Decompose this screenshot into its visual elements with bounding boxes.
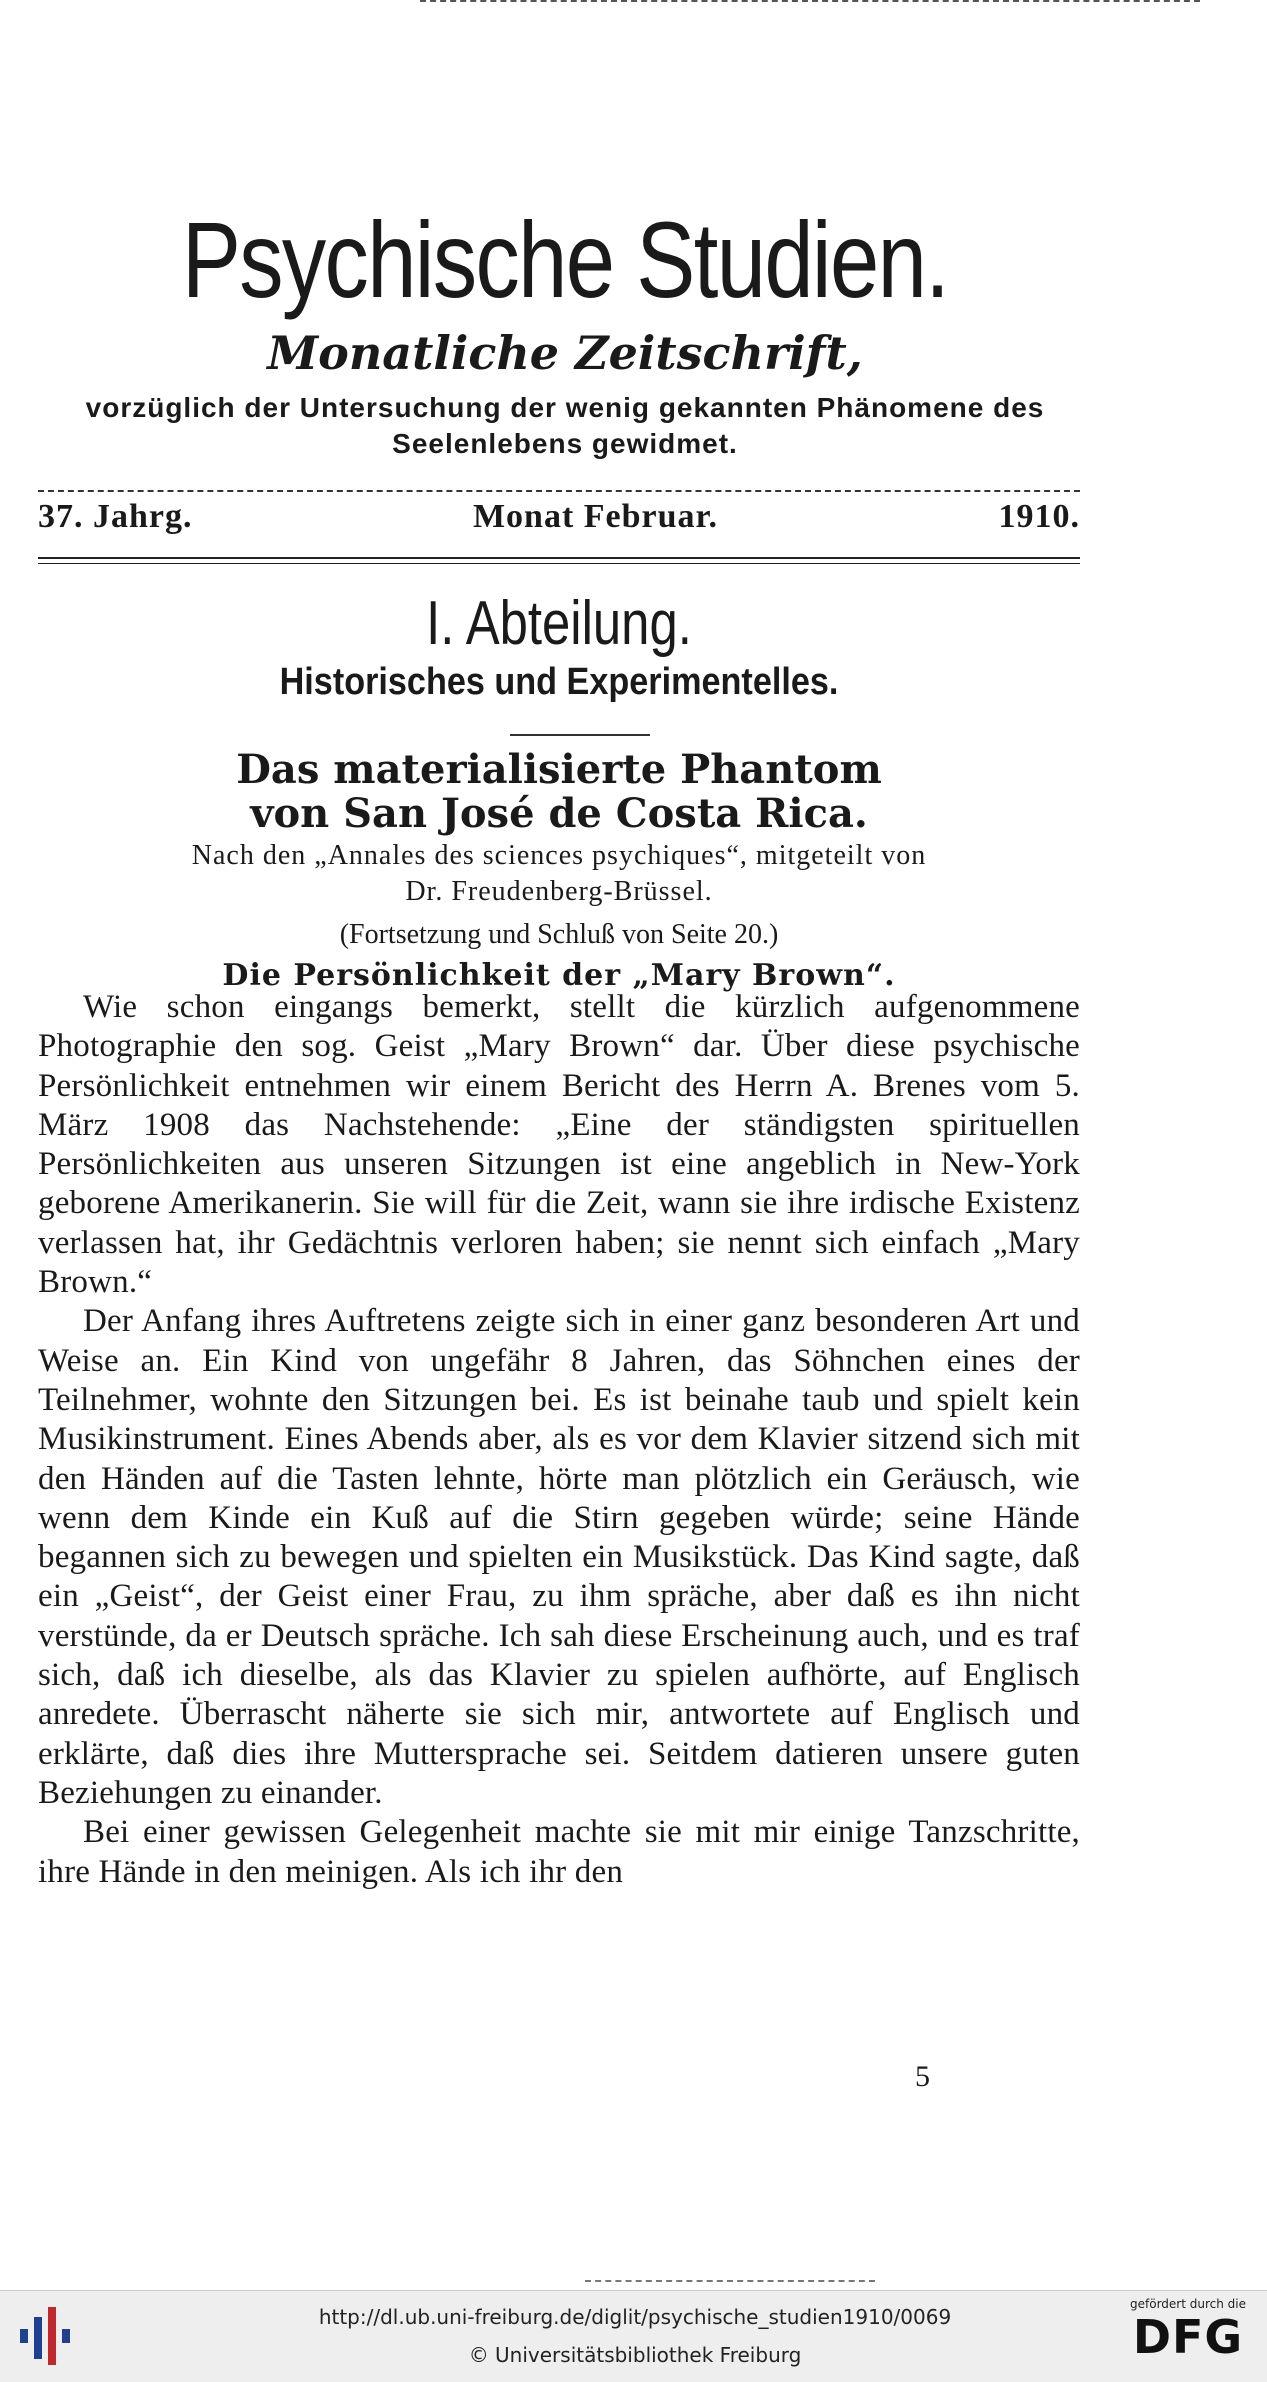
article-body — [38, 988, 1080, 1892]
issue-volume: 37. Jahrg. — [38, 498, 193, 535]
divider-dashed — [38, 490, 1080, 492]
page-number: 5 — [915, 2060, 930, 2093]
article-source-line-2: Dr. Freudenberg-Brüssel. — [405, 876, 713, 907]
journal-tagline — [50, 390, 1080, 462]
article-source-line-1: Nach den „Annales des sciences psychiques“, mitgeteilt von — [191, 840, 927, 871]
body-paragraph: Der Anfang ihres Auftretens zeigte sich in einer ganz besonderen Art und Weise an. Ein Kind von ungefähr 8 Jahren, das Söhnchen eines der Teilnehmer, wohnte den Sitzungen bei. Es ist beinahe taub und spielt kein Musikinstrument. Eines Abends aber, als es vor dem Klavier sitzend sich mit den Händen auf die Tasten lehnte, hörte man plötzlich ein Geräusch, wie wenn dem Kinde ein Kuß auf die Stirn gegeben würde; seine Hände begannen sich zu bewegen und spielten ein Musikstück. Das Kind sagte, daß ein „Geist“, der Geist einer Frau, zu ihm spräche, aber daß es ihn nicht verstünde, da er Deutsch spräche. Ich sah diese Erscheinung auch, und es traf sich, daß ich dieselbe, als das Klavier zu spielen aufhörte, auf Englisch anredete. Überrascht näherte sie sich mir, antwortete auf Englisch und erklärte, daß dies ihre Muttersprache sei. Seitdem datieren unsere guten Beziehungen zu einander. — [38, 1303, 1080, 1811]
journal-subtitle: Monatliche Zeitschrift, — [267, 326, 863, 380]
funder-logo — [1118, 2297, 1258, 2363]
journal-title: Psychische Studien. — [181, 199, 949, 320]
dfg-logo: DFG — [1132, 2310, 1244, 2364]
issue-line — [38, 498, 1080, 536]
top-edge-rule — [420, 0, 1200, 4]
tagline-line-1: vorzüglich der Untersuchung der wenig gekannten Phänomene des — [85, 392, 1045, 423]
section-subtitle: Historisches und Experimentelles. — [279, 661, 839, 703]
body-paragraph: Bei einer gewissen Gelegenheit machte sie mit mir einige Tanzschritte, ihre Hände in den meinigen. Als ich ihr den — [38, 1814, 1080, 1890]
section-heading — [38, 588, 1080, 704]
masthead — [50, 200, 1080, 462]
article-title-line-1: Das materialisierte Phantom — [236, 746, 882, 793]
issue-year: 1910. — [998, 498, 1080, 535]
funder-caption: gefördert durch die — [1130, 2297, 1246, 2311]
article-title-line-2: von San José de Costa Rica. — [250, 790, 868, 837]
viewer-footer — [0, 2290, 1267, 2382]
library-logo-icon — [18, 2303, 78, 2369]
issue-month: Monat Februar. — [472, 498, 719, 535]
bottom-edge-marks — [585, 2280, 875, 2282]
article-section-heading: Die Persönlichkeit der „Mary Brown“. — [222, 958, 896, 993]
article-header — [38, 748, 1080, 993]
divider-thin — [38, 563, 1080, 564]
copyright-text: © Universitätsbibliothek Freiburg — [468, 2343, 802, 2367]
article-continuation: (Fortsetzung und Schluß von Seite 20.) — [339, 919, 779, 950]
divider-thick — [38, 557, 1080, 559]
section-short-rule — [510, 734, 650, 736]
body-paragraph: Wie schon eingangs bemerkt, stellt die kürzlich aufgenommene Photographie den sog. Geist „Mary Brown“ dar. Über diese psychische Persönlichkeit entnehmen wir einem Bericht des Herrn A. Brenes vom 5. März 1908 das Nachstehende: „Eine der ständigsten spirituellen Persönlichkeiten aus unseren Sitzungen ist eine angeblich in New-York geborene Amerikanerin. Sie will für die Zeit, wann sie ihre irdische Existenz verlassen hat, ihr Gedächtnis verloren haben; sie nennt sich einfach „Mary Brown.“ — [38, 989, 1080, 1301]
source-url-link[interactable]: http://dl.ub.uni-freiburg.de/diglit/psychische_studien1910/0069 — [318, 2305, 952, 2329]
section-title: I. Abteilung. — [426, 589, 692, 658]
tagline-line-2: Seelenlebens gewidmet. — [392, 428, 738, 459]
